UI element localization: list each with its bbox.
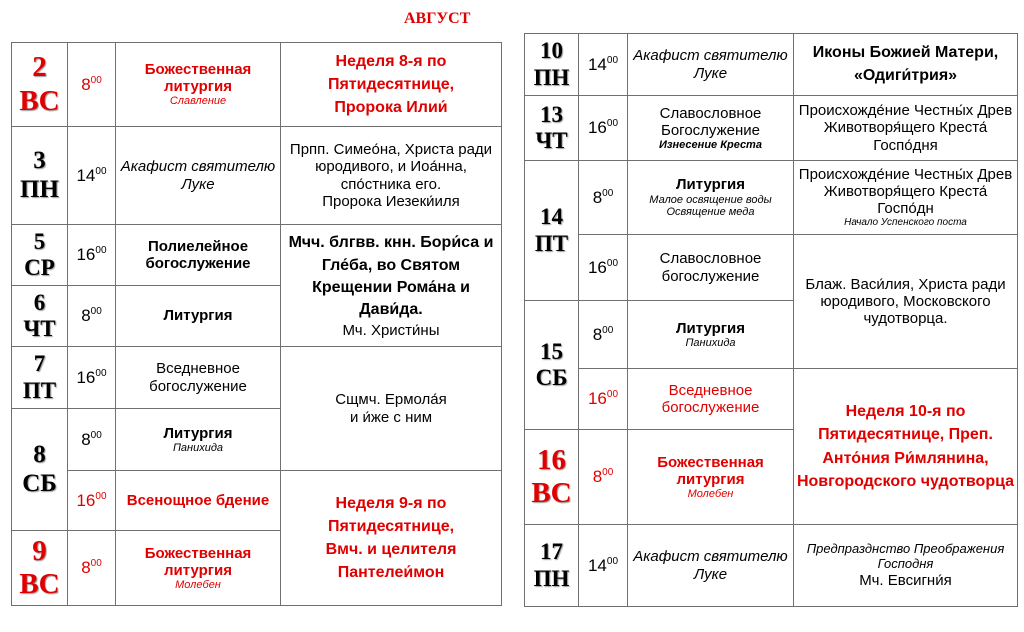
event-cell [794,369,1018,525]
service-name: Литургия [676,176,745,194]
time-minutes: 00 [90,558,102,570]
day-weekday: ВС [531,477,572,509]
time-cell [68,347,116,409]
schedule-row [525,96,1018,161]
time-minutes: 00 [606,54,619,66]
day-number: 13 [540,101,563,127]
service-name: Литургия [163,424,233,442]
day-cell [525,161,579,301]
time-minutes: 00 [95,245,107,257]
time-hour: 16 [587,257,607,277]
service-name: Славословное Богослужение [659,104,762,139]
day-weekday: ВС [19,84,60,117]
day-cell [525,430,579,525]
event-cell [794,525,1018,607]
time-cell [68,471,116,531]
time-cell [579,369,628,430]
day-cell [12,225,68,286]
service-note: Малое освящение воды [649,193,772,206]
event-cell [281,347,502,471]
time-hour: 8 [81,306,91,326]
schedule-row [525,34,1018,96]
event-text: Прпп. Симео́на, Христа ради юродивого, и Иоа́нна, спо́стника его. [289,141,493,193]
schedule-row [12,127,502,225]
event-text: Происхожде́ние Честны́х Древ Животворя́щего Креста́ Госпо́дн [798,166,1013,218]
event-text: Сщмч. Ермола́я [335,391,447,409]
service-cell [116,286,281,347]
schedule-row [525,369,1018,430]
schedule-row [525,235,1018,301]
event-text: Пророка Илии́ [334,99,448,117]
time-minutes: 00 [602,324,614,336]
time-hour: 16 [76,490,96,510]
time-cell [579,430,628,525]
day-weekday: ПТ [534,230,569,256]
event-text: Неделя 9-я по Пятидесятнице, [327,494,455,535]
day-weekday: ПН [533,64,570,90]
service-note: Панихида [172,441,224,454]
day-weekday: ВС [19,568,60,600]
schedule-row [525,525,1018,607]
day-weekday: ПН [20,175,59,203]
service-name: Божественная литургия [144,61,252,96]
event-note: Начало Успенского поста [844,217,967,229]
event-text: Пророка Иезеки́иля [322,192,460,210]
day-number: 16 [537,443,566,476]
day-weekday: ПН [533,565,570,591]
time-cell [68,43,116,127]
service-cell [628,301,794,369]
time-hour: 8 [81,74,91,94]
time-hour: 16 [76,367,96,387]
service-cell [116,127,281,225]
day-cell [12,347,68,409]
service-name: Всенощное бдение [126,491,270,509]
event-text: Происхожде́ние Честны́х Древ Животворя́щего Креста́ Госпо́дня [798,102,1013,154]
event-cell [794,96,1018,161]
service-name: Литургия [163,307,233,325]
time-minutes: 00 [606,257,619,269]
event-cell [281,43,502,127]
day-weekday: ПТ [22,377,57,403]
service-cell [628,34,794,96]
time-minutes: 00 [95,165,107,177]
time-minutes: 00 [602,467,614,479]
time-hour: 14 [76,165,96,185]
time-hour: 14 [587,555,607,575]
time-hour: 16 [76,245,96,265]
service-note: Молебен [175,578,221,591]
event-text: Неделя 8-я по Пятидесятнице, [327,52,455,93]
time-cell [579,161,628,235]
day-number: 15 [540,338,563,364]
event-note: Предпразднство Преображения Господня [806,541,1005,571]
day-cell [525,34,579,96]
day-number: 9 [32,534,47,567]
time-cell [68,531,116,606]
time-cell [68,127,116,225]
event-cell [281,127,502,225]
event-text: Мч. Христи́ны [342,321,440,339]
time-hour: 8 [81,429,91,449]
day-number: 10 [540,38,563,64]
schedule-table-right [524,33,1018,607]
day-cell [525,96,579,161]
service-cell [116,43,281,127]
service-cell [628,525,794,607]
service-note: Славление [169,95,227,108]
service-name: Славословное богослужение [659,250,762,285]
event-text: Иконы Божией Матери, «Одиги́трия» [812,44,999,84]
service-cell [116,347,281,409]
day-number: 3 [33,147,46,174]
service-name: Акафист святителю Луке [633,548,788,583]
time-hour: 8 [592,187,603,207]
service-note: Молебен [687,487,734,500]
service-name: Вседневное богослужение [661,381,760,416]
service-name: Акафист святителю Луке [633,47,788,82]
day-weekday: СБ [535,365,568,390]
day-number: 5 [33,228,46,254]
event-text: Неделя 10-я по Пятидесятнице, Преп. Анто́ния Ри́млянина, Новгородского чудотворца [796,403,1015,490]
time-cell [579,525,628,607]
time-minutes: 00 [606,118,619,130]
service-name: Божественная литургия [144,544,252,579]
time-hour: 8 [592,467,603,487]
service-name: Вседневное богослужение [149,360,247,395]
time-hour: 8 [81,558,91,578]
schedule-row [12,43,502,127]
service-cell [116,409,281,471]
month-title: АВГУСТ [404,10,471,27]
service-name: Литургия [676,319,745,337]
schedule-row [12,471,502,531]
service-note: Панихида [685,336,736,349]
service-cell [628,369,794,430]
service-name: Божественная литургия [657,453,764,488]
time-minutes: 00 [95,367,107,379]
time-hour: 14 [587,54,607,74]
time-cell [579,96,628,161]
event-cell [794,235,1018,369]
time-minutes: 00 [90,306,102,318]
schedule-row [12,347,502,409]
day-number: 2 [32,51,47,84]
day-number: 7 [33,351,46,377]
time-hour: 16 [587,118,607,138]
day-cell [525,301,579,430]
event-text: и и́же с ним [349,408,433,426]
day-number: 8 [33,441,46,468]
service-cell [628,235,794,301]
time-minutes: 00 [90,429,102,441]
day-number: 17 [540,539,563,565]
service-cell [116,471,281,531]
day-weekday: ЧТ [535,128,568,153]
service-cell [628,161,794,235]
time-cell [579,34,628,96]
event-cell [794,161,1018,235]
day-cell [12,43,68,127]
service-cell [116,225,281,286]
day-number: 6 [33,289,46,315]
service-name: Полиелейное богослужение [145,237,251,272]
event-text: Вмч. и целителя Пантелеи́мон [325,541,457,582]
time-cell [68,286,116,347]
event-cell [281,471,502,606]
time-cell [68,225,116,286]
service-name: Акафист святителю Луке [120,158,276,193]
schedule-table-left [11,42,502,606]
schedule-row [12,225,502,286]
event-cell [281,225,502,347]
service-cell [628,96,794,161]
day-cell [12,531,68,606]
day-cell [12,409,68,531]
service-note: Освящение меда [666,206,755,219]
time-minutes: 00 [606,389,619,401]
day-weekday: СБ [22,469,57,497]
service-cell [116,531,281,606]
schedule-row [525,161,1018,235]
day-number: 14 [540,204,563,230]
event-text: Мчч. блгвв. кнн. Бори́са и Гле́ба, во Святом Крещении Рома́на и Дави́да. [288,234,494,319]
day-cell [12,127,68,225]
event-text: Блаж. Васи́лия, Христа ради юродивого, Московского чудотворца. [805,275,1006,328]
time-hour: 16 [587,389,607,409]
day-weekday: СР [24,255,55,280]
time-hour: 8 [592,324,603,344]
event-text: Мч. Евсигни́я [859,571,952,589]
day-cell [12,286,68,347]
service-cell [628,430,794,525]
time-cell [579,301,628,369]
time-minutes: 00 [90,74,102,86]
event-cell [794,34,1018,96]
time-cell [579,235,628,301]
time-minutes: 00 [95,490,107,502]
service-note: Изнесение Креста [659,138,762,151]
time-minutes: 00 [606,555,619,567]
day-weekday: ЧТ [23,316,56,341]
time-minutes: 00 [602,187,614,199]
day-cell [525,525,579,607]
time-cell [68,409,116,471]
